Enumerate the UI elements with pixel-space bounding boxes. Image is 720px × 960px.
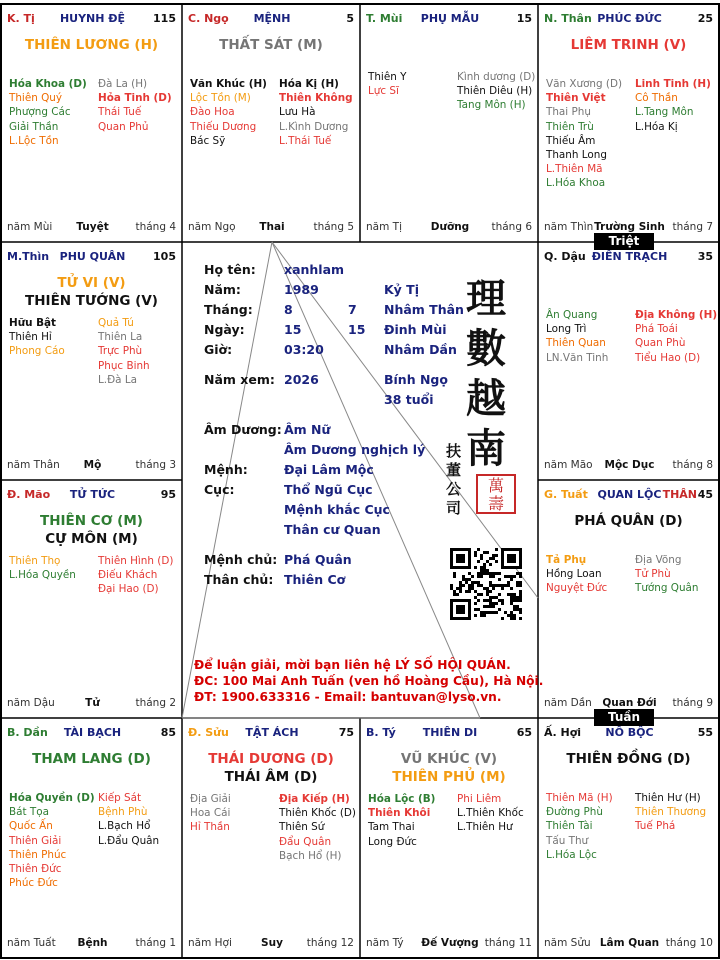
auxiliary-star: Phá Toái — [635, 323, 678, 336]
auxiliary-star: Bệnh Phù — [98, 806, 148, 819]
palace-name: QUAN LỘC — [597, 488, 662, 501]
can-chi-label: N. Thân — [544, 12, 592, 25]
auxiliary-star: L.Hóa Quyền — [9, 569, 76, 582]
auxiliary-star: Thiên Hỉ — [9, 331, 52, 344]
nam-xem-label: Năm xem: — [204, 372, 275, 387]
main-star: VŨ KHÚC (V) — [400, 751, 498, 767]
auxiliary-star: L.Hóa Khoa — [546, 177, 606, 190]
auxiliary-star: Cô Thần — [635, 92, 678, 105]
auxiliary-star: Thai Phụ — [546, 106, 591, 119]
auxiliary-star: Quả Tú — [98, 317, 134, 329]
palace-name: TẬT ÁCH — [245, 726, 299, 739]
auxiliary-stars-left — [368, 70, 454, 98]
ho-ten-label: Họ tên: — [204, 262, 256, 277]
cuc-label: Cục: — [204, 482, 235, 497]
luu-nien-year: năm Tý — [366, 937, 404, 949]
auxiliary-star: Ân Quang — [546, 309, 598, 321]
auxiliary-star: Thiếu Dương — [190, 120, 257, 133]
am-duong-note: Âm Dương nghịch lý — [284, 442, 426, 457]
main-star: LIÊM TRINH (V) — [570, 37, 687, 53]
palace-name: PHỤ MẪU — [420, 12, 480, 25]
palace-footer — [7, 936, 178, 950]
palace-dan — [1, 718, 182, 958]
palace-name: ĐIỀN TRẠCH — [591, 250, 668, 263]
main-stars — [182, 36, 360, 54]
auxiliary-star: L.Đẩu Quân — [98, 834, 160, 847]
auxiliary-star: Hỏa Tinh (D) — [98, 92, 172, 105]
main-star: THIÊN ĐỒNG (D) — [566, 751, 691, 767]
palace-tuat — [538, 480, 719, 718]
luu-month: tháng 5 — [313, 221, 354, 233]
thang-am-lich: 7 — [348, 302, 357, 317]
gio-label: Giờ: — [204, 342, 233, 357]
trang-sinh-stage: Suy — [261, 937, 283, 949]
auxiliary-star: Địa Không (H) — [635, 309, 718, 321]
trang-sinh-stage: Tuyệt — [76, 221, 109, 233]
can-chi-label: K. Tị — [7, 12, 35, 25]
auxiliary-star: Đào Hoa — [190, 106, 235, 119]
palace-footer — [544, 458, 715, 472]
auxiliary-star: Văn Xương (D) — [546, 78, 623, 90]
auxiliary-star: L.Kình Dương — [279, 120, 349, 133]
auxiliary-star: L.Thái Tuế — [279, 134, 332, 147]
auxiliary-stars-left — [9, 316, 95, 359]
nam-can-chi: Kỷ Tị — [384, 282, 419, 297]
auxiliary-star: Tiểu Hao (D) — [635, 351, 701, 364]
auxiliary-stars-left — [546, 553, 632, 596]
auxiliary-star: Trực Phù — [98, 345, 143, 358]
palace-header — [544, 726, 715, 742]
auxiliary-star: Linh Tinh (H) — [635, 78, 711, 90]
main-star: THIÊN CƠ (M) — [40, 513, 143, 529]
auxiliary-star: Thiên La — [98, 331, 143, 344]
palace-hoi — [538, 718, 719, 958]
palace-footer — [544, 936, 715, 950]
palace-footer — [7, 458, 178, 472]
palace-footer — [366, 220, 534, 234]
can-chi-label: Đ. Sửu — [188, 726, 229, 739]
thang-can-chi: Nhâm Thân — [384, 302, 464, 317]
auxiliary-star: Hóa Quyền (D) — [9, 792, 95, 804]
dai-han-number: 5 — [346, 12, 354, 25]
auxiliary-stars-left — [9, 77, 95, 148]
main-star: THẤT SÁT (M) — [219, 37, 323, 53]
luu-month: tháng 9 — [672, 697, 713, 709]
auxiliary-star: Hỉ Thần — [190, 821, 230, 834]
auxiliary-star: Hóa Kị (H) — [279, 78, 339, 90]
luu-month: tháng 2 — [135, 697, 176, 709]
luu-nien-year: năm Ngọ — [188, 221, 236, 233]
auxiliary-star: Tướng Quân — [635, 582, 699, 595]
trang-sinh-stage: Mộ — [83, 459, 102, 471]
auxiliary-star: Thiên Khôi — [368, 807, 431, 820]
auxiliary-star: Bát Tọa — [9, 806, 49, 819]
auxiliary-star: Thiếu Âm — [546, 134, 596, 147]
contact-line-2: ĐC: 100 Mai Anh Tuấn (ven hồ Hoàng Cầu), Hà Nội. — [194, 674, 544, 688]
dai-han-number: 45 — [697, 488, 713, 501]
auxiliary-star: Thiên Việt — [546, 92, 606, 105]
auxiliary-star: Thanh Long — [546, 149, 607, 162]
main-stars — [1, 512, 182, 548]
can-chi-label: Ấ. Hợi — [544, 726, 582, 739]
main-stars — [538, 36, 719, 54]
dai-han-number: 75 — [338, 726, 354, 739]
luu-month: tháng 11 — [484, 937, 532, 949]
dai-han-number: 25 — [697, 12, 713, 25]
auxiliary-star: Thiên Sứ — [279, 821, 325, 834]
ho-ten-value: xanhlam — [284, 262, 345, 277]
am-duong-label: Âm Dương: — [204, 422, 282, 437]
auxiliary-star: L.Thiên Mã — [546, 163, 603, 176]
menh-chu-label: Mệnh chủ: — [204, 552, 278, 567]
dai-han-number: 35 — [697, 250, 713, 263]
auxiliary-stars-left — [190, 792, 276, 835]
auxiliary-star: Thiên Mã (H) — [546, 792, 613, 804]
palace-ngo — [182, 4, 360, 242]
palace-header — [7, 488, 178, 504]
ngay-am-lich: 15 — [348, 322, 366, 337]
auxiliary-stars-right — [98, 791, 182, 848]
palace-name: PHÚC ĐỨC — [597, 12, 662, 25]
luu-month: tháng 10 — [665, 937, 713, 949]
palace-dau — [538, 242, 719, 480]
palace-footer — [188, 936, 356, 950]
can-chi-label: B. Tý — [366, 726, 396, 739]
dai-han-number: 15 — [516, 12, 532, 25]
auxiliary-stars-right — [279, 77, 360, 148]
auxiliary-star: Đường Phù — [546, 806, 603, 819]
luu-month: tháng 12 — [306, 937, 354, 949]
trang-sinh-stage: Lâm Quan — [599, 937, 660, 949]
luu-nien-year: năm Sửu — [544, 937, 591, 949]
auxiliary-stars-right — [635, 791, 719, 834]
palace-name: PHU QUÂN — [59, 250, 126, 263]
luu-nien-year: năm Thân — [7, 459, 60, 471]
luu-nien-year: năm Mùi — [7, 221, 53, 233]
contact-line-1: Để luận giải, mời bạn liên hệ LÝ SỐ HỘI QUÁN. — [194, 658, 511, 672]
main-stars — [538, 512, 719, 530]
palace-header — [188, 726, 356, 742]
palace-name: NÔ BỘC — [605, 726, 654, 739]
auxiliary-star: Thiên Trù — [546, 120, 594, 133]
auxiliary-star: Tam Thai — [368, 821, 415, 834]
palace-name: HUYNH ĐỆ — [59, 12, 126, 25]
auxiliary-star: Đại Hao (D) — [98, 583, 159, 596]
auxiliary-stars-right — [635, 308, 719, 365]
thang-label: Tháng: — [204, 302, 253, 317]
auxiliary-star: Thiên Giải — [9, 834, 62, 847]
main-stars — [1, 750, 182, 768]
main-star: THIÊN TƯỚNG (V) — [25, 293, 158, 309]
auxiliary-stars-right — [98, 77, 182, 134]
tuoi-value: 38 tuổi — [384, 392, 434, 407]
palace-header — [544, 12, 715, 28]
main-star: THIÊN LƯƠNG (H) — [24, 37, 159, 53]
auxiliary-star: Phong Cáo — [9, 345, 65, 358]
auxiliary-star: Tả Phụ — [546, 554, 587, 566]
than-marker: THÂN — [662, 488, 697, 501]
auxiliary-star: Thiên Không — [279, 92, 353, 105]
auxiliary-star: Phúc Đức — [9, 877, 58, 890]
can-chi-label: M.Thìn — [7, 250, 50, 263]
trang-sinh-stage: Thai — [259, 221, 285, 233]
auxiliary-star: L.Bạch Hổ — [98, 820, 151, 833]
auxiliary-star: Thiên Quý — [9, 92, 63, 105]
auxiliary-star: Long Đức — [368, 835, 417, 848]
auxiliary-star: Tấu Thư — [546, 834, 589, 847]
cuc-relation: Mệnh khắc Cục — [284, 502, 390, 517]
auxiliary-stars-right — [457, 70, 538, 113]
cuc-value: Thổ Ngũ Cục — [284, 482, 373, 497]
auxiliary-stars-right — [457, 792, 538, 835]
auxiliary-star: Thiên Hư (H) — [635, 792, 701, 804]
main-star: TỬ VI (V) — [57, 275, 126, 291]
auxiliary-star: Địa Võng — [635, 554, 682, 566]
auxiliary-star: Tử Phù — [635, 568, 671, 581]
palace-suu — [182, 718, 360, 958]
main-star: THIÊN PHỦ (M) — [392, 769, 506, 785]
palace-name: MỆNH — [253, 12, 291, 25]
palace-footer — [7, 696, 178, 710]
auxiliary-star: Phục Binh — [98, 359, 150, 372]
ngay-duong-lich: 15 — [284, 322, 302, 337]
auxiliary-star: L.Tang Môn — [635, 106, 694, 119]
auxiliary-star: Điếu Khách — [98, 569, 158, 582]
luu-month: tháng 3 — [135, 459, 176, 471]
auxiliary-star: Bạch Hổ (H) — [279, 849, 342, 862]
auxiliary-star: Bác Sỹ — [190, 134, 226, 147]
can-chi-label: B. Dần — [7, 726, 48, 739]
palace-header — [544, 488, 715, 504]
trang-sinh-stage: Mộc Dục — [604, 459, 655, 471]
auxiliary-star: Long Trì — [546, 323, 587, 336]
luu-nien-year: năm Tuất — [7, 937, 56, 949]
menh-chu-value: Phá Quân — [284, 552, 352, 567]
auxiliary-star: Thiên Diêu (H) — [457, 85, 533, 98]
auxiliary-star: Thái Tuế — [98, 106, 142, 119]
auxiliary-star: L.Hóa Lộc — [546, 848, 597, 861]
auxiliary-stars-left — [546, 791, 632, 862]
main-star: PHÁ QUÂN (D) — [574, 513, 683, 529]
tuan-marker: Tuần — [594, 709, 654, 726]
dai-han-number: 115 — [153, 12, 176, 25]
gio-value: 03:20 — [284, 342, 324, 357]
auxiliary-star: Hóa Lộc (B) — [368, 793, 436, 805]
center-info-panel: Họ tên: xanhlam Năm: 1989 Kỷ Tị Tháng: 8 7 Nhâm Thân Ngày: 15 15 Đinh Mùi Giờ: 03:20 Nhâm Dần Năm xem: 2026 Bính Ngọ 38 tuổi Âm Dương: Âm Nữ Âm Dương nghịch lý Mệnh: Đại Lâm Mộc Cục: Thổ Ngũ Cục Mệnh khắc Cục Thân cư Quan Mệnh chủ: Phá Quân Thân chủ: Thiên Cơ 理 數 越 南 扶 董 公 司 萬 壽 Để luận giải, mời bạn liên hệ LÝ SỐ HỘI QUÁN. ĐC: 100 Mai Anh Tuấn (ven hồ Hoàng Cầu), Hà Nội. ĐT: 1900.633316 - Email: bantuvan@lyso.vn. — [194, 262, 544, 704]
luu-nien-year: năm Dậu — [7, 697, 55, 709]
auxiliary-star: Giải Thần — [9, 120, 59, 133]
trang-sinh-stage: Dưỡng — [430, 221, 470, 233]
palace-header — [7, 12, 178, 28]
main-star: THÁI ÂM (D) — [224, 769, 318, 785]
auxiliary-stars-left — [546, 77, 632, 191]
palace-thin — [1, 242, 182, 480]
brand-seal: 萬 壽 — [476, 474, 516, 514]
auxiliary-star: L.Thiên Hư — [457, 821, 513, 834]
auxiliary-star: Địa Kiếp (H) — [279, 793, 350, 805]
auxiliary-star: Thiên Tài — [546, 820, 593, 833]
palace-mui — [360, 4, 538, 242]
palace-footer — [7, 220, 178, 234]
trang-sinh-stage: Quan Đới — [602, 697, 657, 709]
auxiliary-star: Thiên Y — [368, 71, 407, 83]
qr-code — [450, 548, 522, 620]
auxiliary-star: Phi Liêm — [457, 793, 502, 805]
auxiliary-star: Quan Phù — [635, 337, 686, 350]
auxiliary-star: Hồng Loan — [546, 568, 602, 581]
luu-month: tháng 1 — [135, 937, 176, 949]
nam-xem-can-chi: Bính Ngọ — [384, 372, 448, 387]
luu-nien-year: năm Tị — [366, 221, 402, 233]
luu-month: tháng 4 — [135, 221, 176, 233]
thang-duong-lich: 8 — [284, 302, 293, 317]
trang-sinh-stage: Đế Vượng — [421, 937, 479, 949]
auxiliary-star: Lộc Tồn (M) — [190, 92, 251, 105]
palace-footer — [366, 936, 534, 950]
auxiliary-star: Kình dương (D) — [457, 71, 536, 83]
nam-label: Năm: — [204, 282, 241, 297]
auxiliary-star: Thiên Thương — [635, 806, 707, 819]
auxiliary-star: L.Đà La — [98, 373, 137, 386]
dai-han-number: 85 — [160, 726, 176, 739]
can-chi-label: T. Mùi — [366, 12, 403, 25]
auxiliary-stars-right — [98, 554, 182, 597]
luu-month: tháng 7 — [672, 221, 713, 233]
auxiliary-stars-right — [98, 316, 182, 387]
auxiliary-star: Hóa Khoa (D) — [9, 78, 87, 90]
palace-ty — [360, 718, 538, 958]
main-stars — [1, 274, 182, 310]
ngay-label: Ngày: — [204, 322, 245, 337]
palace-ti — [1, 4, 182, 242]
luu-month: tháng 8 — [672, 459, 713, 471]
palace-footer — [188, 220, 356, 234]
auxiliary-stars-left — [9, 554, 95, 582]
auxiliary-star: Lưu Hà — [279, 106, 316, 119]
main-stars — [182, 750, 360, 786]
auxiliary-star: Quốc Ấn — [9, 820, 53, 833]
dai-han-number: 55 — [697, 726, 713, 739]
auxiliary-star: Nguyệt Đức — [546, 582, 608, 595]
auxiliary-stars-left — [190, 77, 276, 148]
menh-value: Đại Lâm Mộc — [284, 462, 374, 477]
contact-line-3: ĐT: 1900.633316 - Email: bantuvan@lyso.vn. — [194, 690, 502, 704]
luu-nien-year: năm Thìn — [544, 221, 594, 233]
palace-mao — [1, 480, 182, 718]
palace-header — [366, 12, 534, 28]
gio-can-chi: Nhâm Dần — [384, 342, 457, 357]
auxiliary-star: LN.Văn Tinh — [546, 351, 609, 364]
auxiliary-star: L.Thiên Khốc — [457, 807, 524, 820]
am-duong-value: Âm Nữ — [284, 422, 331, 437]
auxiliary-star: L.Hóa Kị — [635, 120, 678, 133]
dai-han-number: 65 — [516, 726, 532, 739]
auxiliary-star: L.Lộc Tồn — [9, 134, 59, 147]
luu-nien-year: năm Mão — [544, 459, 593, 471]
palace-header — [366, 726, 534, 742]
auxiliary-star: Tuế Phá — [635, 820, 676, 833]
palace-footer — [544, 220, 715, 234]
triet-marker: Triệt — [594, 233, 654, 250]
auxiliary-star: Hữu Bật — [9, 317, 57, 329]
palace-header — [188, 12, 356, 28]
auxiliary-star: Đẩu Quân — [279, 835, 332, 848]
auxiliary-stars-right — [279, 792, 360, 863]
auxiliary-star: Thiên Quan — [546, 337, 606, 350]
auxiliary-star: Đà La (H) — [98, 78, 148, 90]
auxiliary-stars-left — [368, 792, 454, 849]
can-chi-label: C. Ngọ — [188, 12, 229, 25]
auxiliary-star: Kiếp Sát — [98, 792, 142, 804]
auxiliary-star: Thiên Khốc (D) — [279, 807, 356, 820]
auxiliary-star: Thiên Thọ — [9, 555, 61, 567]
auxiliary-star: Tang Môn (H) — [457, 99, 526, 112]
palace-footer — [544, 696, 715, 710]
auxiliary-stars-right — [635, 77, 719, 134]
dai-han-number: 105 — [153, 250, 176, 263]
luu-month: tháng 6 — [491, 221, 532, 233]
auxiliary-star: Văn Khúc (H) — [190, 78, 267, 90]
than-cu-value: Thân cư Quan — [284, 522, 381, 537]
palace-than — [538, 4, 719, 242]
auxiliary-star: Quan Phủ — [98, 120, 149, 133]
auxiliary-star: Thiên Hình (D) — [98, 555, 174, 567]
main-star: CỰ MÔN (M) — [45, 531, 138, 547]
trang-sinh-stage: Tử — [85, 697, 100, 709]
auxiliary-stars-right — [635, 553, 719, 596]
main-stars — [538, 750, 719, 768]
auxiliary-stars-left — [9, 791, 95, 890]
menh-label: Mệnh: — [204, 462, 248, 477]
can-chi-label: Q. Dậu — [544, 250, 586, 263]
palace-header — [7, 250, 178, 266]
nam-xem-value: 2026 — [284, 372, 319, 387]
main-star: THÁI DƯƠNG (D) — [208, 751, 334, 767]
ngay-can-chi: Đinh Mùi — [384, 322, 447, 337]
palace-name: TỬ TỨC — [69, 488, 116, 501]
luu-nien-year: năm Hợi — [188, 937, 232, 949]
trang-sinh-stage: Trường Sinh — [594, 221, 665, 233]
palace-header — [544, 250, 715, 266]
trang-sinh-stage: Bệnh — [77, 937, 108, 949]
nam-value: 1989 — [284, 282, 319, 297]
auxiliary-star: Thiên Đức — [9, 863, 62, 876]
auxiliary-star: Phượng Các — [9, 106, 71, 119]
palace-name: TÀI BẠCH — [63, 726, 122, 739]
auxiliary-star: Hoa Cái — [190, 807, 231, 820]
can-chi-label: G. Tuất — [544, 488, 588, 501]
dai-han-number: 95 — [160, 488, 176, 501]
main-star: THAM LANG (D) — [32, 751, 151, 767]
main-stars — [360, 750, 538, 786]
palace-name: THIÊN DI — [422, 726, 478, 739]
auxiliary-star: Lực Sĩ — [368, 85, 399, 98]
palace-header — [7, 726, 178, 742]
than-chu-label: Thân chủ: — [204, 572, 274, 587]
auxiliary-star: Thiên Phúc — [9, 848, 67, 861]
than-chu-value: Thiên Cơ — [284, 572, 346, 587]
can-chi-label: Đ. Mão — [7, 488, 51, 501]
main-stars — [1, 36, 182, 54]
luu-nien-year: năm Dần — [544, 697, 592, 709]
auxiliary-star: Địa Giải — [190, 793, 231, 805]
auxiliary-stars-left — [546, 308, 632, 365]
